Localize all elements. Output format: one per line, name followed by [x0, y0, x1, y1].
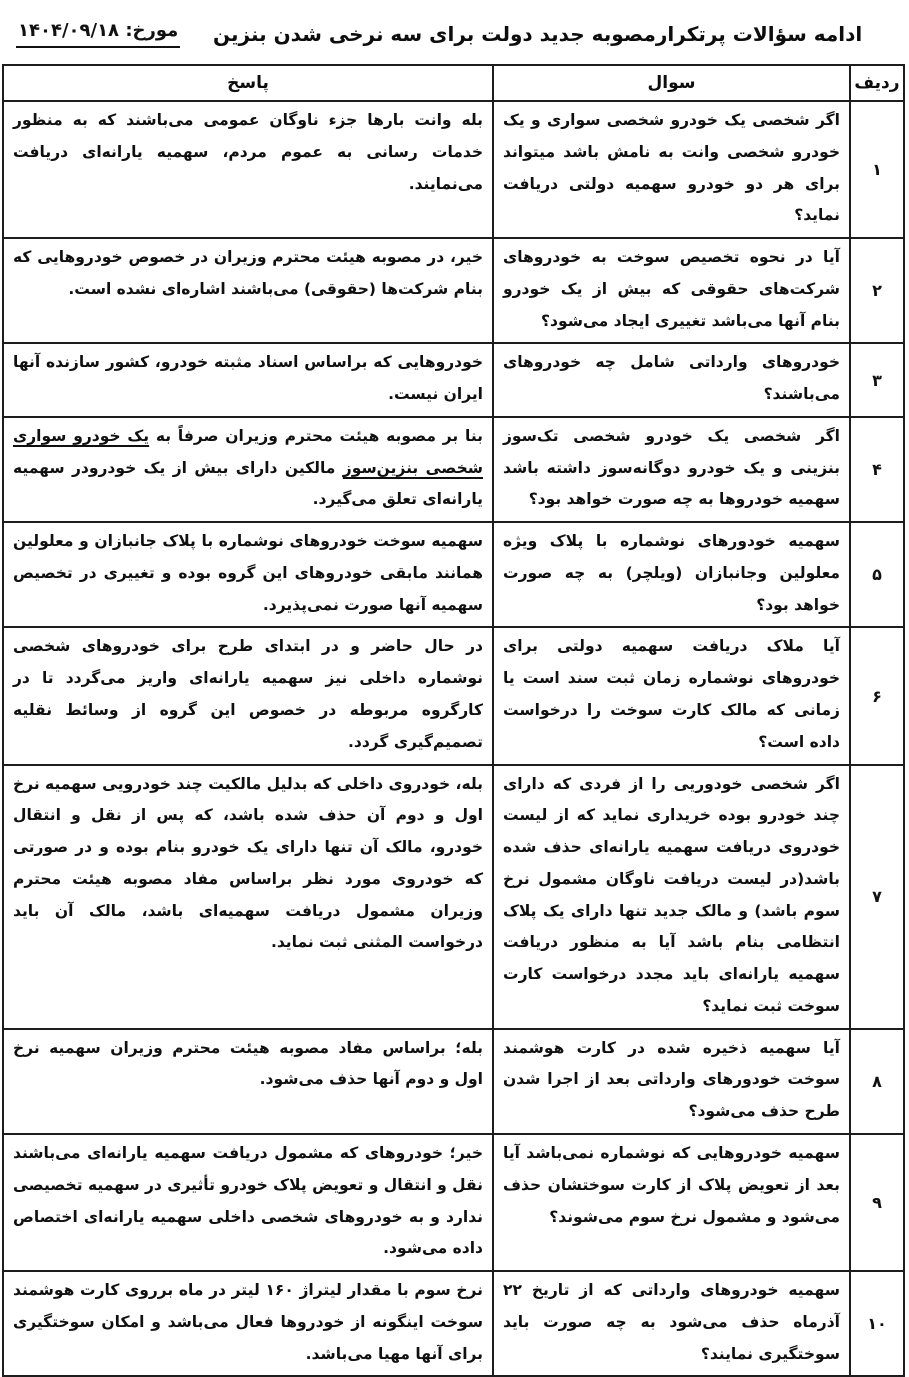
question-cell: آیا ملاک دریافت سهمیه دولتی برای خودروهای نوشماره زمان ثبت سند است یا زمانی که مالک کارت سوخت را درخواست داده است؟ [493, 627, 850, 764]
answer-cell: خیر، در مصوبه هیئت محترم وزیران در خصوص خودروهایی که بنام شرکت‌ها (حقوقی) می‌باشند اشاره‌ای نشده است. [3, 238, 493, 343]
answer-underlined-text: یک خودرو سواری شخصی بنزین‌سوز [13, 426, 483, 477]
row-number: ۳ [850, 343, 904, 417]
question-cell: آیا در نحوه تخصیص سوخت به خودروهای شرکت‌های حقوقی که بیش از یک خودرو بنام آنها می‌باشد تغییری ایجاد می‌شود؟ [493, 238, 850, 343]
column-header-answer: پاسخ [3, 65, 493, 101]
table-row [3, 765, 904, 1029]
row-number: ۸ [850, 1029, 904, 1134]
table-row [3, 343, 904, 417]
answer-cell [3, 417, 493, 522]
document-header [4, 16, 905, 64]
answer-cell: بله، خودروی داخلی که بدلیل مالکیت چند خودرویی سهمیه نرخ اول و دوم آن حذف شده باشد، که پس از نقل و انتقال خودرو، مالک آن تنها دارای یک خودرو بنام بوده و در صورتی که خودروی مورد نظر براساس مفاد مصوبه هیئت محترم وزیران مشمول دریافت سهمیه‌ای باشد، مالک آن باید درخواست المثنی ثبت نماید. [3, 765, 493, 1029]
answer-cell: نرخ سوم با مقدار لیتراژ ۱۶۰ لیتر در ماه برروی کارت هوشمند سوخت اینگونه از خودروها فعال می‌باشد و امکان سوختگیری برای آنها مهیا می‌باشد. [3, 1271, 493, 1376]
answer-cell: در حال حاضر و در ابتدای طرح برای خودروهای شخصی نوشماره داخلی نیز سهمیه یارانه‌ای واریز می‌گردد تا در کارگروه مربوطه در خصوص این گروه از وسائط نقلیه تصمیم‌گیری گردد. [3, 627, 493, 764]
answer-cell: خودروهایی که براساس اسناد مثبته خودرو، کشور سازنده آنها ایران نیست. [3, 343, 493, 417]
row-number: ۷ [850, 765, 904, 1029]
question-cell: خودروهای وارداتی شامل چه خودروهای می‌باشند؟ [493, 343, 850, 417]
table-row [3, 522, 904, 627]
table-row [3, 1271, 904, 1376]
row-number: ۹ [850, 1134, 904, 1271]
table-row [3, 1029, 904, 1134]
row-number: ۱ [850, 101, 904, 238]
answer-text: مالکین دارای بیش از یک خودرودر سهمیه یارانه‌ای تعلق می‌گیرد. [13, 458, 483, 509]
row-number: ۵ [850, 522, 904, 627]
table-row [3, 238, 904, 343]
answer-cell: بله وانت بارها جزء ناوگان عمومی می‌باشند که به منظور خدمات رسانی به عموم مردم، سهمیه یارانه‌ای دریافت می‌نمایند. [3, 101, 493, 238]
answer-text: بنا بر مصوبه هیئت محترم وزیران صرفاً به [149, 426, 483, 445]
row-number: ۴ [850, 417, 904, 522]
question-cell: سهمیه خودروهایی که نوشماره نمی‌باشد آیا بعد از تعویض پلاک از کارت سوختشان حذف می‌شود و مشمول نرخ سوم می‌شوند؟ [493, 1134, 850, 1271]
row-number: ۱۰ [850, 1271, 904, 1376]
page-title: ادامه سؤالات پرتکرارمصوبه جدید دولت برای سه نرخی شدن بنزین [213, 22, 863, 46]
table-row [3, 417, 904, 522]
table-row [3, 101, 904, 238]
row-number: ۶ [850, 627, 904, 764]
row-number: ۲ [850, 238, 904, 343]
answer-cell: بله؛ براساس مفاد مصوبه هیئت محترم وزیران سهمیه نرخ اول و دوم آنها حذف می‌شود. [3, 1029, 493, 1134]
answer-cell: سهمیه سوخت خودروهای نوشماره با پلاک جانبازان و معلولین همانند مابقی خودروهای این گروه بوده و تغییری در تخصیص سهمیه آنها صورت نمی‌پذیرد. [3, 522, 493, 627]
answer-cell: خیر؛ خودروهای که مشمول دریافت سهمیه یارانه‌ای می‌باشند نقل و انتقال و تعویض پلاک خودرو تأثیری در سهمیه تخصیصی ندارد و به خودروهای شخصی داخلی سهمیه یارانه‌ای اختصاص داده می‌شود. [3, 1134, 493, 1271]
column-header-question: سوال [493, 65, 850, 101]
faq-table [2, 64, 905, 1377]
table-row [3, 627, 904, 764]
column-header-row-number: ردیف [850, 65, 904, 101]
question-cell: آیا سهمیه ذخیره شده در کارت هوشمند سوخت خودورهای وارداتی بعد از اجرا شدن طرح حذف می‌شود؟ [493, 1029, 850, 1134]
table-row [3, 1134, 904, 1271]
question-cell: سهمیه خودروهای وارداتی که از تاریخ ۲۲ آذرماه حذف می‌شود به چه صورت باید سوختگیری نمایند؟ [493, 1271, 850, 1376]
table-header-row [3, 65, 904, 101]
question-cell: اگر شخصی یک خودرو شخصی سواری و یک خودرو شخصی وانت به نامش باشد میتواند برای هر دو خودرو سهمیه دولتی دریافت نماید؟ [493, 101, 850, 238]
question-cell: سهمیه خودورهای نوشماره با پلاک ویژه معلولین وجانبازان (ویلچر) به چه صورت خواهد بود؟ [493, 522, 850, 627]
document-date: مورخ: ۱۴۰۴/۰۹/۱۸ [16, 20, 180, 48]
question-cell: اگر شخصی خودوریی را از فردی که دارای چند خودرو بوده خریداری نماید که از لیست خودروی دریافت سهمیه یارانه‌ای حذف شده باشد(در لیست دریافت ناوگان مشمول نرخ سوم باشد) و مالک جدید تنها دارای یک پلاک انتظامی بنام باشد آیا به منظور دریافت سهمیه یارانه‌ای باید مجدد درخواست کارت سوخت ثبت نماید؟ [493, 765, 850, 1029]
question-cell: اگر شخصی یک خودرو شخصی تک‌سوز بنزینی و یک خودرو دوگانه‌سوز داشته باشد سهمیه خودروها به چه صورت خواهد بود؟ [493, 417, 850, 522]
